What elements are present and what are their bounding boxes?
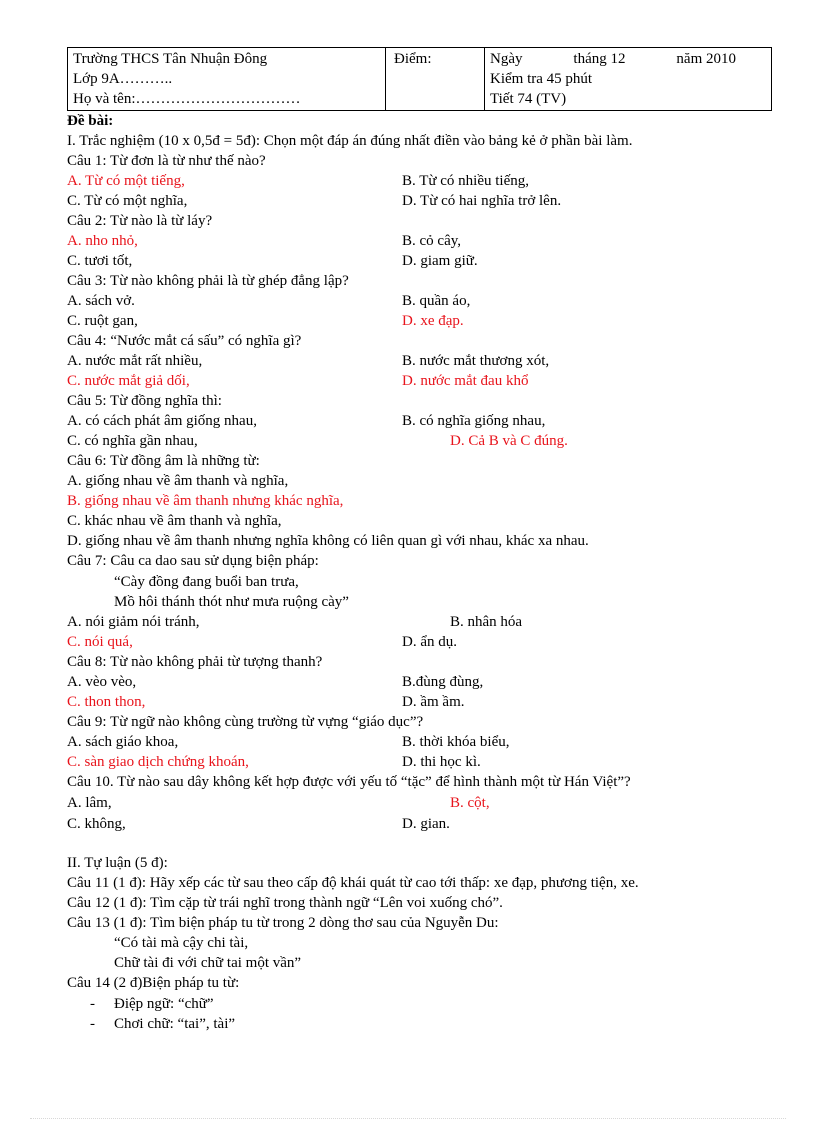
q9-option-a: A. sách giáo khoa, bbox=[67, 734, 179, 750]
q3-option-c: C. ruột gan, bbox=[67, 313, 138, 329]
q3-option-d: D. xe đạp. bbox=[402, 313, 464, 329]
q1-option-c: C. Từ có một nghĩa, bbox=[67, 193, 188, 209]
q4-option-c: C. nước mắt giả dối, bbox=[67, 373, 190, 389]
q4-option-d: D. nước mắt đau khổ bbox=[402, 373, 529, 389]
q5-option-a: A. có cách phát âm giống nhau, bbox=[67, 413, 257, 429]
q13-verse-2: Chữ tài đi với chữ tai một vần” bbox=[114, 955, 302, 971]
q14-bullet-1-marker: - bbox=[90, 996, 95, 1012]
q7-verse-2: Mồ hôi thánh thót như mưa ruộng cày” bbox=[114, 594, 349, 610]
q9-option-d: D. thi học kì. bbox=[402, 754, 481, 770]
page-title: Đề bài: bbox=[67, 113, 114, 129]
q6-option-a: A. giống nhau về âm thanh và nghĩa, bbox=[67, 473, 289, 489]
student-name: Họ và tên:…………………………… bbox=[73, 91, 301, 107]
page-footer-divider bbox=[30, 1118, 786, 1119]
q6-option-b: B. giống nhau về âm thanh nhưng khác nghĩa, bbox=[67, 493, 344, 509]
q8-option-c: C. thon thon, bbox=[67, 694, 146, 710]
q8-option-d: D. ầm ầm. bbox=[402, 694, 465, 710]
score-label: Điểm: bbox=[394, 51, 432, 67]
q1-option-d: D. Từ có hai nghĩa trở lên. bbox=[402, 193, 562, 209]
q10-option-b: B. cột, bbox=[450, 795, 490, 811]
exam-period: Tiết 74 (TV) bbox=[490, 91, 567, 107]
question-7: Câu 7: Câu ca dao sau sử dụng biện pháp: bbox=[67, 553, 319, 569]
question-14: Câu 14 (2 đ)Biện pháp tu từ: bbox=[67, 975, 240, 991]
q5-option-b: B. có nghĩa giống nhau, bbox=[402, 413, 546, 429]
q14-bullet-2: Chơi chữ: “tai”, tài” bbox=[114, 1016, 236, 1032]
q1-option-b: B. Từ có nhiều tiếng, bbox=[402, 173, 530, 189]
q8-option-b: B.đùng đùng, bbox=[402, 674, 484, 690]
q7-option-b: B. nhân hóa bbox=[450, 614, 523, 630]
question-4: Câu 4: “Nước mắt cá sấu” có nghĩa gì? bbox=[67, 333, 302, 349]
q4-option-a: A. nước mắt rất nhiều, bbox=[67, 353, 203, 369]
part1-heading: I. Trắc nghiệm (10 x 0,5đ = 5đ): Chọn một đáp án đúng nhất điền vào bảng kẻ ở phần bài làm. bbox=[67, 133, 633, 149]
header-table bbox=[67, 47, 772, 111]
q10-option-d: D. gian. bbox=[402, 816, 450, 832]
q14-bullet-1: Điệp ngữ: “chữ” bbox=[114, 996, 214, 1012]
q14-bullet-2-marker: - bbox=[90, 1016, 95, 1032]
q10-option-c: C. không, bbox=[67, 816, 126, 832]
question-11: Câu 11 (1 đ): Hãy xếp các từ sau theo cấp độ khái quát từ cao tới thấp: xe đạp, phương tiện, xe. bbox=[67, 875, 639, 891]
student-info-cell bbox=[68, 48, 386, 111]
q9-option-b: B. thời khóa biểu, bbox=[402, 734, 510, 750]
q2-option-a: A. nho nhỏ, bbox=[67, 233, 138, 249]
question-1: Câu 1: Từ đơn là từ như thế nào? bbox=[67, 153, 266, 169]
q2-option-b: B. cỏ cây, bbox=[402, 233, 462, 249]
exam-duration: Kiểm tra 45 phút bbox=[490, 71, 593, 87]
class-name: Lớp 9A……….. bbox=[73, 71, 173, 87]
q4-option-b: B. nước mắt thương xót, bbox=[402, 353, 550, 369]
question-12: Câu 12 (1 đ): Tìm cặp từ trái nghĩ trong thành ngữ “Lên voi xuống chó”. bbox=[67, 895, 503, 911]
question-8: Câu 8: Từ nào không phải từ tượng thanh? bbox=[67, 654, 323, 670]
q5-option-d: D. Cả B và C đúng. bbox=[450, 433, 568, 449]
q8-option-a: A. vèo vèo, bbox=[67, 674, 137, 690]
q13-verse-1: “Có tài mà cậy chi tài, bbox=[114, 935, 249, 951]
q5-option-c: C. có nghĩa gần nhau, bbox=[67, 433, 198, 449]
q2-option-d: D. giam giữ. bbox=[402, 253, 478, 269]
q6-option-d: D. giống nhau về âm thanh nhưng nghĩa không có liên quan gì với nhau, khác xa nhau. bbox=[67, 533, 589, 549]
q7-verse-1: “Cày đồng đang buổi ban trưa, bbox=[114, 574, 299, 590]
exam-info-cell bbox=[485, 48, 772, 111]
score-cell bbox=[386, 48, 485, 111]
school-name: Trường THCS Tân Nhuận Đông bbox=[73, 51, 268, 67]
q7-option-d: D. ẩn dụ. bbox=[402, 634, 457, 650]
q1-option-a: A. Từ có một tiếng, bbox=[67, 173, 185, 189]
question-3: Câu 3: Từ nào không phải là từ ghép đẳng lập? bbox=[67, 273, 349, 289]
question-9: Câu 9: Từ ngữ nào không cùng trường từ vựng “giáo dục”? bbox=[67, 714, 424, 730]
exam-date: Ngày tháng 12 năm 2010 bbox=[490, 51, 736, 67]
question-2: Câu 2: Từ nào là từ láy? bbox=[67, 213, 213, 229]
q10-option-a: A. lâm, bbox=[67, 795, 112, 811]
q7-option-a: A. nói giảm nói tránh, bbox=[67, 614, 200, 630]
question-10: Câu 10. Từ nào sau dây không kết hợp được với yếu tố “tặc” để hình thành một từ Hán Việt”? bbox=[67, 774, 631, 790]
q7-option-c: C. nói quá, bbox=[67, 634, 133, 650]
q3-option-b: B. quần áo, bbox=[402, 293, 471, 309]
question-6: Câu 6: Từ đồng âm là những từ: bbox=[67, 453, 260, 469]
question-5: Câu 5: Từ đồng nghĩa thì: bbox=[67, 393, 222, 409]
q2-option-c: C. tươi tốt, bbox=[67, 253, 133, 269]
q3-option-a: A. sách vở. bbox=[67, 293, 135, 309]
q6-option-c: C. khác nhau về âm thanh và nghĩa, bbox=[67, 513, 282, 529]
part2-heading: II. Tự luận (5 đ): bbox=[67, 855, 168, 871]
question-13: Câu 13 (1 đ): Tìm biện pháp tu từ trong 2 dòng thơ sau của Nguyễn Du: bbox=[67, 915, 499, 931]
q9-option-c: C. sàn giao dịch chứng khoán, bbox=[67, 754, 249, 770]
